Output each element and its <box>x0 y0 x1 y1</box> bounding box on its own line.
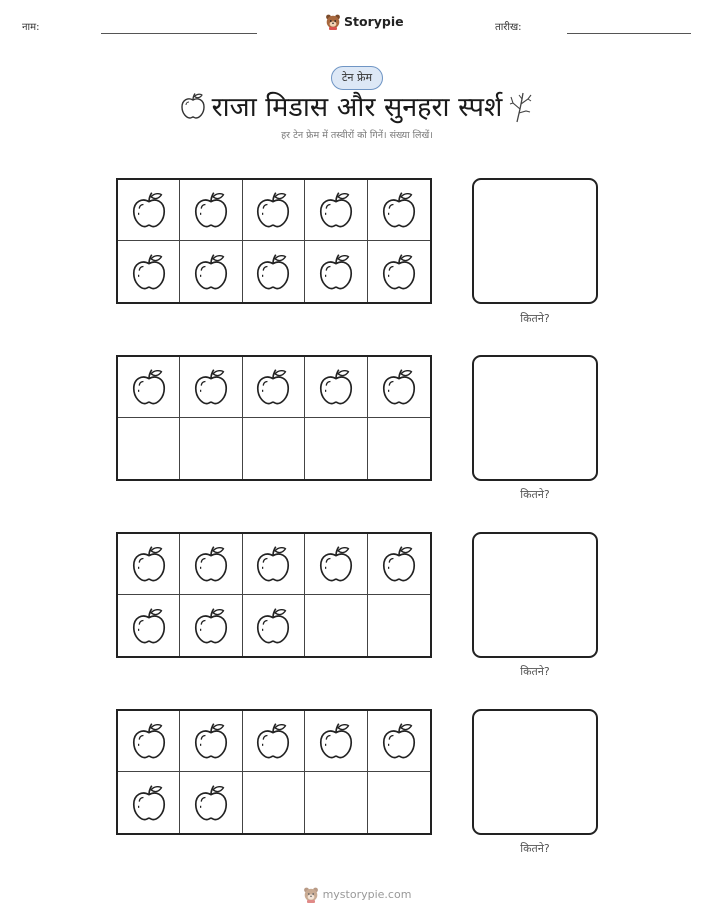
worksheet-type-badge: टेन फ्रेम <box>331 66 383 90</box>
frame-cell <box>180 534 242 595</box>
apple-icon <box>193 783 229 823</box>
frame-cell <box>118 357 180 418</box>
answer-box[interactable] <box>472 709 598 835</box>
frame-cell <box>243 241 305 302</box>
apple-icon <box>131 190 167 230</box>
frame-cell <box>368 711 430 772</box>
frame-cell <box>368 772 430 833</box>
apple-icon <box>255 367 291 407</box>
frame-cell <box>180 711 242 772</box>
apple-icon <box>318 367 354 407</box>
apple-icon <box>131 367 167 407</box>
frame-cell <box>118 241 180 302</box>
footer-site: mystorypie.com <box>322 888 412 901</box>
count-prompt: कितने? <box>520 842 550 855</box>
apple-icon <box>193 544 229 584</box>
apple-icon <box>131 544 167 584</box>
apple-icon <box>381 544 417 584</box>
bear-icon <box>325 13 341 30</box>
frame-cell <box>180 595 242 656</box>
frame-cell <box>305 711 367 772</box>
ten-frame <box>116 532 432 658</box>
answer-box[interactable] <box>472 178 598 304</box>
footer <box>0 886 714 903</box>
apple-icon <box>193 606 229 646</box>
frame-cell <box>305 418 367 479</box>
apple-icon <box>255 721 291 761</box>
frame-cell <box>243 357 305 418</box>
twig-icon <box>509 91 533 123</box>
apple-icon <box>193 190 229 230</box>
frame-cell <box>305 772 367 833</box>
instructions: हर टेन फ्रेम में तस्वीरों को गिनें। संख्या लिखें। <box>281 130 433 141</box>
frame-cell <box>243 772 305 833</box>
frame-cell <box>243 534 305 595</box>
apple-icon <box>131 783 167 823</box>
frame-cell <box>118 772 180 833</box>
apple-icon <box>318 252 354 292</box>
frame-cell <box>118 534 180 595</box>
frame-cell <box>243 595 305 656</box>
apple-icon <box>381 367 417 407</box>
apple-icon <box>131 606 167 646</box>
page-title: राजा मिडास और सुनहरा स्पर्श <box>211 92 503 123</box>
ten-frame <box>116 709 432 835</box>
apple-icon <box>131 721 167 761</box>
brand-logo <box>325 13 404 30</box>
apple-icon <box>255 190 291 230</box>
apple-icon <box>381 252 417 292</box>
frame-cell <box>305 180 367 241</box>
ten-frame <box>116 178 432 304</box>
count-prompt: कितने? <box>520 665 550 678</box>
brand-name: Storypie <box>344 14 404 29</box>
frame-cell <box>180 357 242 418</box>
apple-icon <box>381 721 417 761</box>
apple-icon <box>193 367 229 407</box>
bear-icon <box>303 886 319 903</box>
frame-cell <box>118 595 180 656</box>
frame-cell <box>180 180 242 241</box>
name-label: नाम: <box>22 22 40 33</box>
apple-icon <box>193 721 229 761</box>
frame-cell <box>368 595 430 656</box>
frame-cell <box>368 241 430 302</box>
frame-cell <box>118 418 180 479</box>
frame-cell <box>180 418 242 479</box>
ten-frame <box>116 355 432 481</box>
count-prompt: कितने? <box>520 488 550 501</box>
apple-icon <box>318 190 354 230</box>
apple-icon <box>255 544 291 584</box>
frame-cell <box>180 241 242 302</box>
frame-cell <box>243 711 305 772</box>
frame-cell <box>305 534 367 595</box>
apple-icon <box>131 252 167 292</box>
frame-cell <box>118 711 180 772</box>
answer-box[interactable] <box>472 355 598 481</box>
apple-icon <box>381 190 417 230</box>
frame-cell <box>368 418 430 479</box>
date-label: तारीख: <box>495 22 522 33</box>
frame-cell <box>180 772 242 833</box>
frame-cell <box>305 241 367 302</box>
frame-cell <box>118 180 180 241</box>
apple-icon <box>318 544 354 584</box>
name-line[interactable] <box>101 33 257 34</box>
frame-cell <box>305 357 367 418</box>
date-line[interactable] <box>567 33 691 34</box>
apple-icon <box>255 252 291 292</box>
apple-icon <box>318 721 354 761</box>
frame-cell <box>368 357 430 418</box>
frame-cell <box>368 180 430 241</box>
frame-cell <box>243 180 305 241</box>
frame-cell <box>368 534 430 595</box>
count-prompt: कितने? <box>520 312 550 325</box>
frame-cell <box>243 418 305 479</box>
apple-icon <box>255 606 291 646</box>
apple-icon <box>193 252 229 292</box>
frame-cell <box>305 595 367 656</box>
answer-box[interactable] <box>472 532 598 658</box>
